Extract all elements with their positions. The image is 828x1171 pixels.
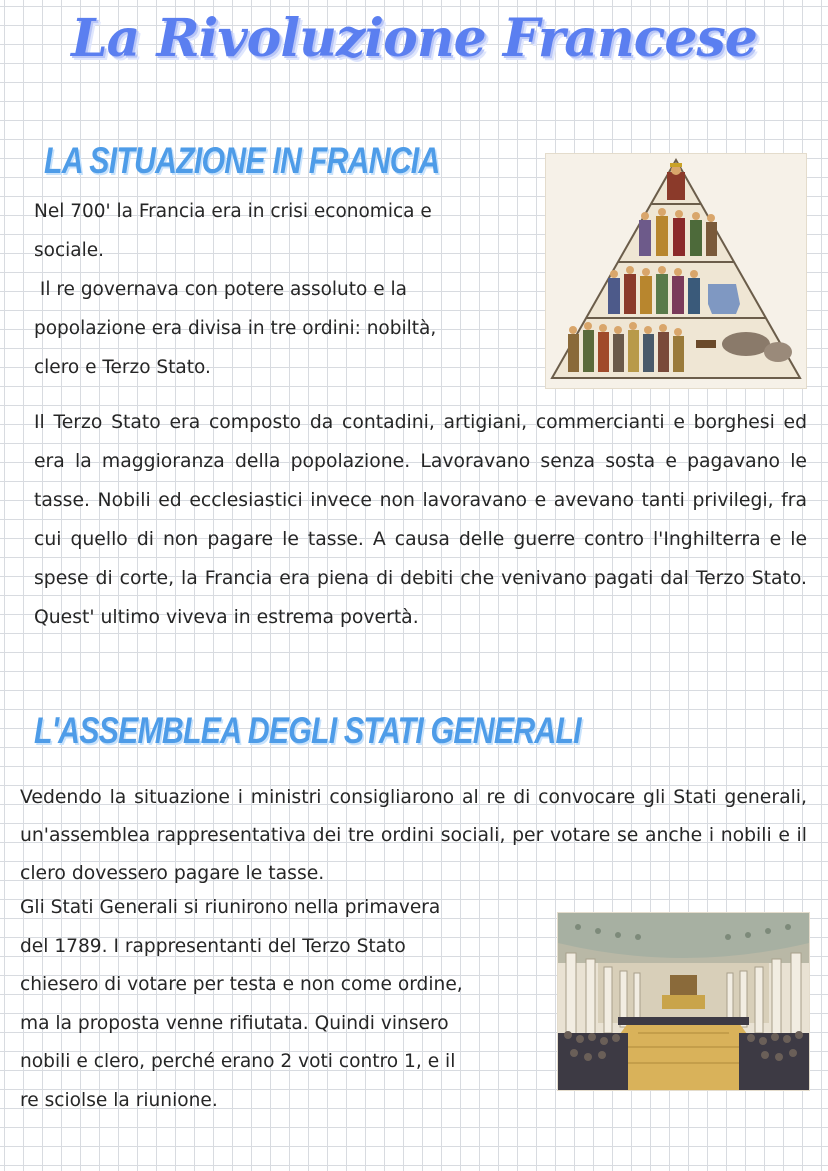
assembly-image	[558, 913, 809, 1090]
detail-line: del 1789. I rappresentanti del Terzo Stato	[20, 935, 406, 957]
riunione-paragraph	[20, 889, 548, 1120]
terzo-stato-paragraph: Il Terzo Stato era composto da contadini, artigiani, commercianti e borghesi ed era la maggioranza della popolazione. Lavoravano senza sosta e pagavano le tasse. Nobili ed ecclesiastici invece non lavoravano e avevano tanti privilegi, fra cui quello di non pagare le tasse. A causa delle guerre contro l'Inghilterra e le spese di corte, la Francia era piena di debiti che venivano pagati dal Terzo Stato. Quest' ultimo viveva in estrema povertà.	[34, 412, 807, 628]
intro-line: popolazione era divisa in tre ordini: nobiltà,	[34, 318, 437, 339]
page-title: La Rivoluzione Francese	[71, 8, 757, 69]
detail-line: nobili e clero, perché erano 2 voti contro 1, e il	[20, 1051, 456, 1072]
intro-line: clero e Terzo Stato.	[34, 357, 211, 378]
social-pyramid-illustration	[545, 153, 807, 389]
intro-line: Nel 700' la Francia era in crisi economica e	[34, 201, 432, 222]
assembly-hall-illustration	[557, 912, 810, 1091]
detail-line: Gli Stati Generali si riunirono nella primavera	[20, 897, 441, 918]
intro-paragraph	[34, 192, 524, 387]
section-heading-situazione: LA SITUAZIONE IN FRANCIA	[44, 140, 440, 181]
detail-line: chiesero di votare per testa e non come ordine,	[20, 974, 463, 995]
detail-line: ma la proposta venne rifiutata. Quindi vinsero	[20, 1012, 449, 1034]
intro-line: Il re governava con potere assoluto e la	[34, 279, 407, 300]
intro-line: sociale.	[34, 240, 105, 261]
stati-generali-paragraph: Vedendo la situazione i ministri consigliarono al re di convocare gli Stati generali, un'assemblea rappresentativa dei tre ordini sociali, per votare se anche i nobili e il clero dovessero pagare le tasse.	[20, 787, 807, 884]
detail-line: re sciolse la riunione.	[20, 1089, 218, 1111]
section-heading-assemblea: L'ASSEMBLEA DEGLI STATI GENERALI	[34, 710, 581, 751]
pyramid-image	[546, 154, 806, 388]
